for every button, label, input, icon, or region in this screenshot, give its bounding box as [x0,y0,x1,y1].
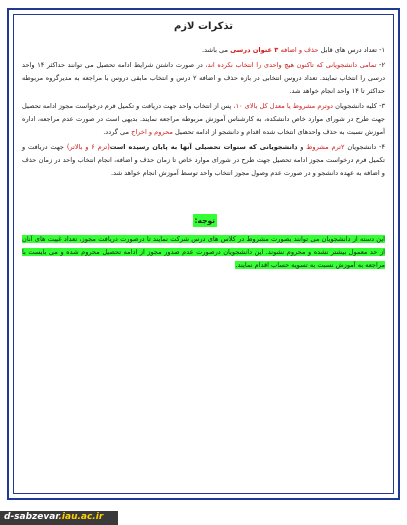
item-text: می باشد. [201,46,231,54]
document-body [22,20,385,272]
item-text-red: (ترم ۶ و بالاتر) [66,143,110,151]
item-text-red: تمامی دانشجویانی که تاکنون هیچ واحدی را انتخاب نکرده اند، [205,61,377,69]
item-text-red: دوترم مشروط یا معدل کل بالای ۱۰، [233,102,333,110]
item-text: می گردد. [103,128,132,136]
item-number: ۱- [379,46,385,54]
list-item-2 [22,59,385,98]
page-title: تذکرات لازم [173,21,234,32]
item-text: جهت دریافت و تکمیل فرم درخواست مجوز ادامه تحصیل جهت طرح در شورای موارد خاص تا زمان حذف و اضافه، انجام انتخاب واحد در زمان حذف و اضافه به عهده دانشجو و در صورت عدم وصول مجوز انتخاب واحد توسط آموزش انجام خواهد شد. [22,143,385,177]
note-section [22,214,385,272]
site-url-domain: .iau.ac.ir [58,512,104,522]
list-item-4 [22,141,385,180]
item-text: در صورت داشتن شرایط ادامه تحصیل می توانند حداکثر ۱۴ واحد درسی را انتخاب نمایند. تعداد دروس انتخابی در بازه حذف و اضافه ۲ درس و انتخاب مابقی دروس با مراجعه به مدیرگروه مربوطه حداکثر تا ۱۴ واحد انجام خواهد شد. [22,61,386,95]
site-footer-bar [0,511,118,525]
item-text: تعداد درس های قابل [318,46,377,54]
site-url[interactable] [4,512,103,522]
item-text-red: ۲ترم مشروط [306,143,345,151]
list-item-1 [22,44,385,57]
item-text-bold: دانشجویانی که سنوات تحصیلی آنها به پایان رسیده است [109,143,298,151]
note-body: این دسته از دانشجویان می توانند بصورت مشروط در کلاس های درس شرکت نمایند تا درصورت دریافت مجوز، تعداد غیبت های آنان از حد معمول بیشتر نشده و محروم نشوند. این دانشجویان درصورت عدم صدور مجوز از ادامه تحصیل محروم شده و می بایست با مراجعه به آموزش نسبت به تسویه حساب اقدام نمایند. [22,235,385,269]
site-url-name: d-sabzevar [4,512,59,522]
item-text: کلیه دانشجویان [333,102,377,110]
item-number: ۲- [379,61,385,69]
item-number: ۴- [379,143,385,151]
item-text-red: محروم و اخراج [131,128,173,136]
list-item-3 [22,100,385,139]
item-text: و [297,143,307,151]
item-text-bold-red: ۳ عنوان درسی [230,46,281,54]
item-text-red: حذف و اضافه [280,46,319,54]
note-title: توجه: [194,216,215,225]
item-text: پس از انتخاب واحد جهت دریافت و تکمیل فرم درخواست مجوز ادامه تحصیل جهت طرح در شورای موارد خاص دانشکده، به کارشناس آموزش مربوطه مراجعه نمایند. بدیهی است در صورت عدم مراجعه، اداره آموزش نسبت به حذف واحدهای انتخاب شده اقدام و دانشجو از ادامه تحصیل [22,102,385,136]
item-number: ۳- [379,102,385,110]
item-text: دانشجویان [344,143,377,151]
